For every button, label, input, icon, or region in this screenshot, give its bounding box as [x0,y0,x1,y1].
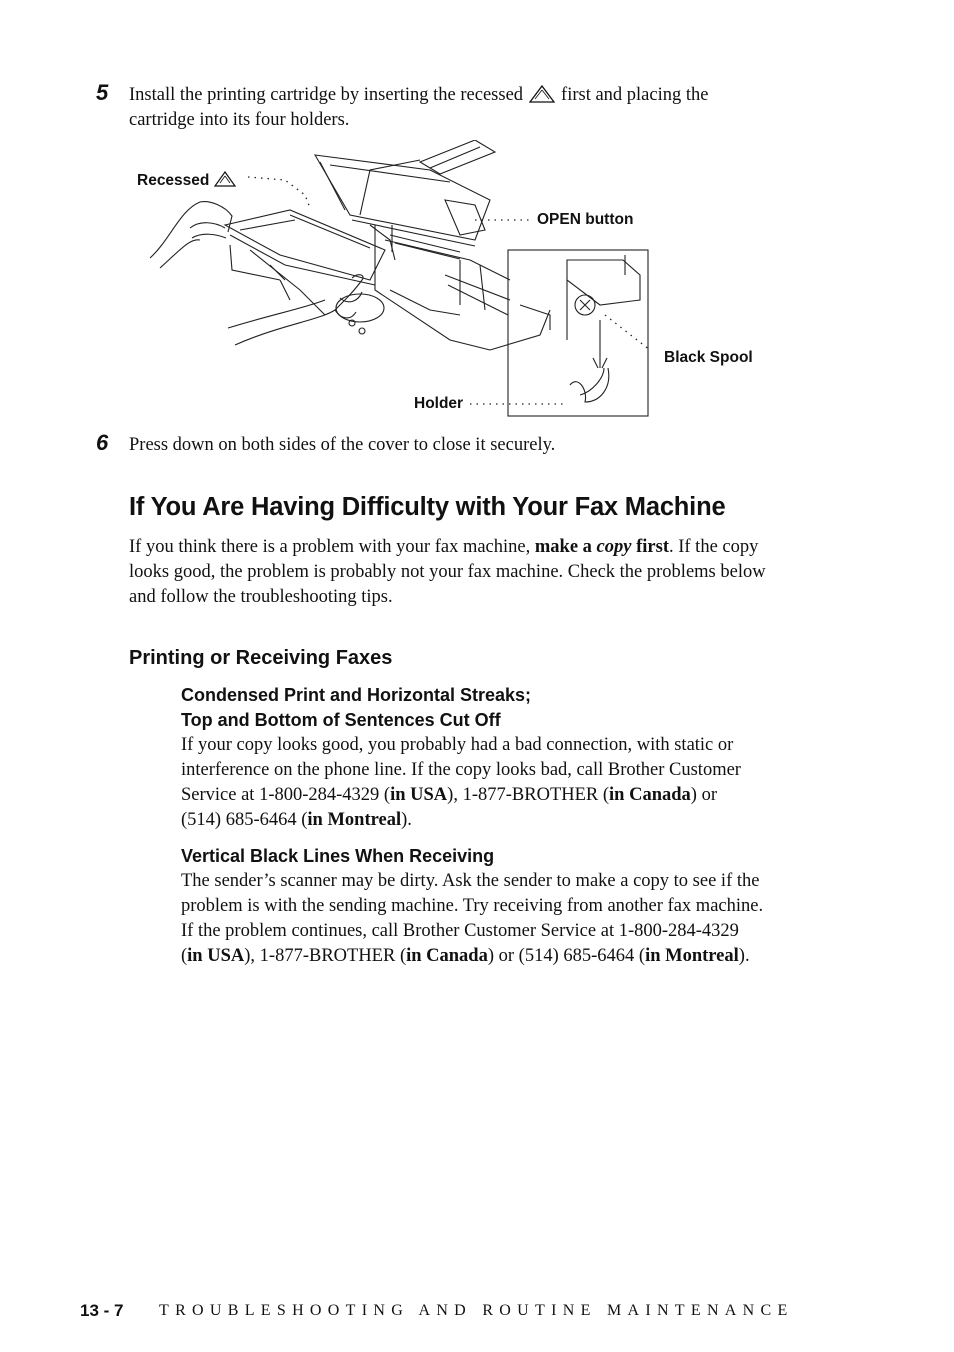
callout-recessed [137,171,236,190]
topic-condensed-print [181,683,861,833]
intro-bold-1: make a [534,537,592,557]
recessed-callout-triangle-icon [214,171,236,187]
topic-1-line-3-a: Service at 1-800-284-4329 ( [181,785,391,805]
topic-2-line-3: If the problem continues, call Brother Customer Service at 1-800-284-4329 [181,921,739,941]
topic-1-line-1: If your copy looks good, you probably had a bad connection, with static or [181,735,734,755]
topic-1-body [181,733,861,833]
intro-line-3: and follow the troubleshooting tips. [129,587,393,607]
topic-2-line-2: problem is with the sending machine. Try receiving from another fax machine. [181,896,764,916]
intro-text-1: If you think there is a problem with your fax machine, [129,537,531,557]
recessed-triangle-icon [529,85,555,103]
topic-1-line-4-c: ). [401,810,412,830]
intro-line-2: looks good, the problem is probably not your fax machine. Check the problems below [129,562,766,582]
section-title: If You Are Having Difficulty with Your Fax Machine [129,493,726,521]
topic-2-in-canada: in Canada [406,946,488,966]
step-number-6: 6 [96,430,109,455]
step-5-text [129,83,829,133]
cartridge-installation-illustration [130,140,780,425]
topic-1-line-4 [181,808,861,833]
step-5-text-line2: cartridge into its four holders. [129,110,350,130]
topic-vertical-black-lines [181,844,861,969]
topic-2-line-4-d: ) or (514) 685-6464 ( [487,946,646,966]
topic-1-in-canada: in Canada [609,785,691,805]
page-number: 13 - 7 [80,1301,124,1320]
topic-1-title-line-2: Top and Bottom of Sentences Cut Off [181,710,501,730]
topic-2-in-montreal: in Montreal [645,946,739,966]
chapter-title: TROUBLESHOOTING AND ROUTINE MAINTENANCE [159,1302,794,1319]
step-number-5: 5 [96,80,109,105]
topic-2-line-4-c: ), 1-877-BROTHER ( [244,946,407,966]
subsection-title: Printing or Receiving Faxes [129,647,393,669]
topic-2-in-usa: in USA [187,946,245,966]
topic-2-title: Vertical Black Lines When Receiving [181,846,495,866]
callout-black-spool: Black Spool [664,349,753,366]
step-5-text-before: Install the printing cartridge by inserting the recessed [129,85,524,105]
topic-1-line-3-d: ) or [690,785,717,805]
callout-holder: Holder [414,395,464,412]
topic-2-line-4 [181,944,861,969]
topic-2-line-4-e: ). [738,946,750,966]
callout-open-button: OPEN button [537,211,634,228]
topic-1-in-montreal: in Montreal [307,810,402,830]
topic-2-line-4-a: ( [181,946,188,966]
topic-1-line-3-c: ), 1-877-BROTHER ( [447,785,610,805]
topic-1-line-3 [181,783,861,808]
step-5-text-after: first and placing the [561,85,709,105]
intro-text-2: . If the copy [668,537,759,557]
intro-bold-italic-copy: copy [596,537,632,557]
step-6-text: Press down on both sides of the cover to close it securely. [129,435,556,455]
topic-2-line-1: The sender’s scanner may be dirty. Ask the sender to make a copy to see if the [181,871,760,891]
callout-recessed-label: Recessed [137,172,210,189]
topic-1-line-4-a: (514) 685-6464 ( [181,810,308,830]
topic-1-title-line-1: Condensed Print and Horizontal Streaks; [181,685,532,705]
topic-2-body [181,869,861,969]
section-intro [129,535,849,610]
topic-1-in-usa: in USA [390,785,448,805]
intro-bold-2: first [636,537,669,557]
topic-1-line-2: interference on the phone line. If the copy looks bad, call Brother Customer [181,760,741,780]
